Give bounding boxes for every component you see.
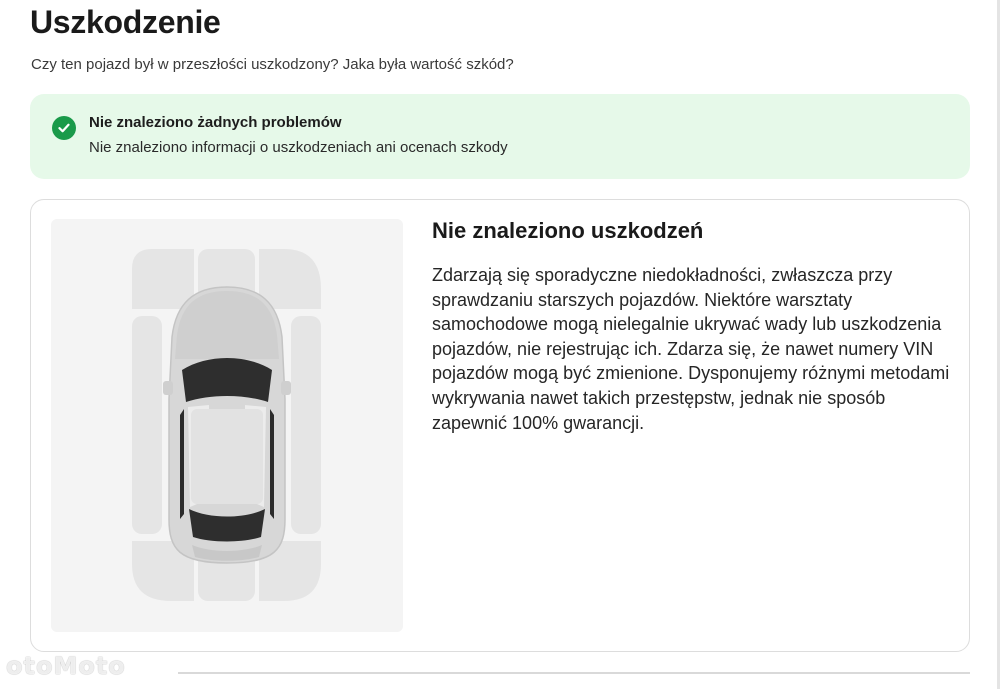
section-title: Uszkodzenie xyxy=(30,4,221,40)
car-top-view-diagram xyxy=(51,219,403,632)
section-subtitle: Czy ten pojazd był w przeszłości uszkodzony? Jaka była wartość szkód? xyxy=(31,56,514,73)
car-body xyxy=(163,287,291,563)
watermark-logo: otoMoto xyxy=(6,652,126,680)
zone-left-side xyxy=(132,316,162,534)
zone-front-left xyxy=(132,249,194,309)
zone-right-side xyxy=(291,316,321,534)
check-circle-icon xyxy=(52,116,76,140)
divider xyxy=(178,672,970,674)
status-text: Nie znaleziono informacji o uszkodzeniach ani ocenach szkody xyxy=(89,139,508,156)
card-title: Nie znaleziono uszkodzeń xyxy=(432,218,704,243)
damage-card xyxy=(30,199,970,652)
zone-front-right xyxy=(259,249,321,309)
status-title: Nie znaleziono żadnych problemów xyxy=(89,114,342,131)
card-description: Zdarzają się sporadyczne niedokładności, zwłaszcza przy sprawdzaniu starszych pojazdów. Niektóre warsztaty samochodowe mogą nielegalnie ukrywać wady lub uszkodzenia pojazdów, nie rejestrując ich. Zdarza się, że nawet numery VIN pojazdów mogą być zmienione. Dysponujemy różnymi metodami wykrywania nawet takich przestępstw, jednak nie sposób zapewnić 100% gwarancji. xyxy=(432,265,950,433)
status-banner xyxy=(30,94,970,179)
